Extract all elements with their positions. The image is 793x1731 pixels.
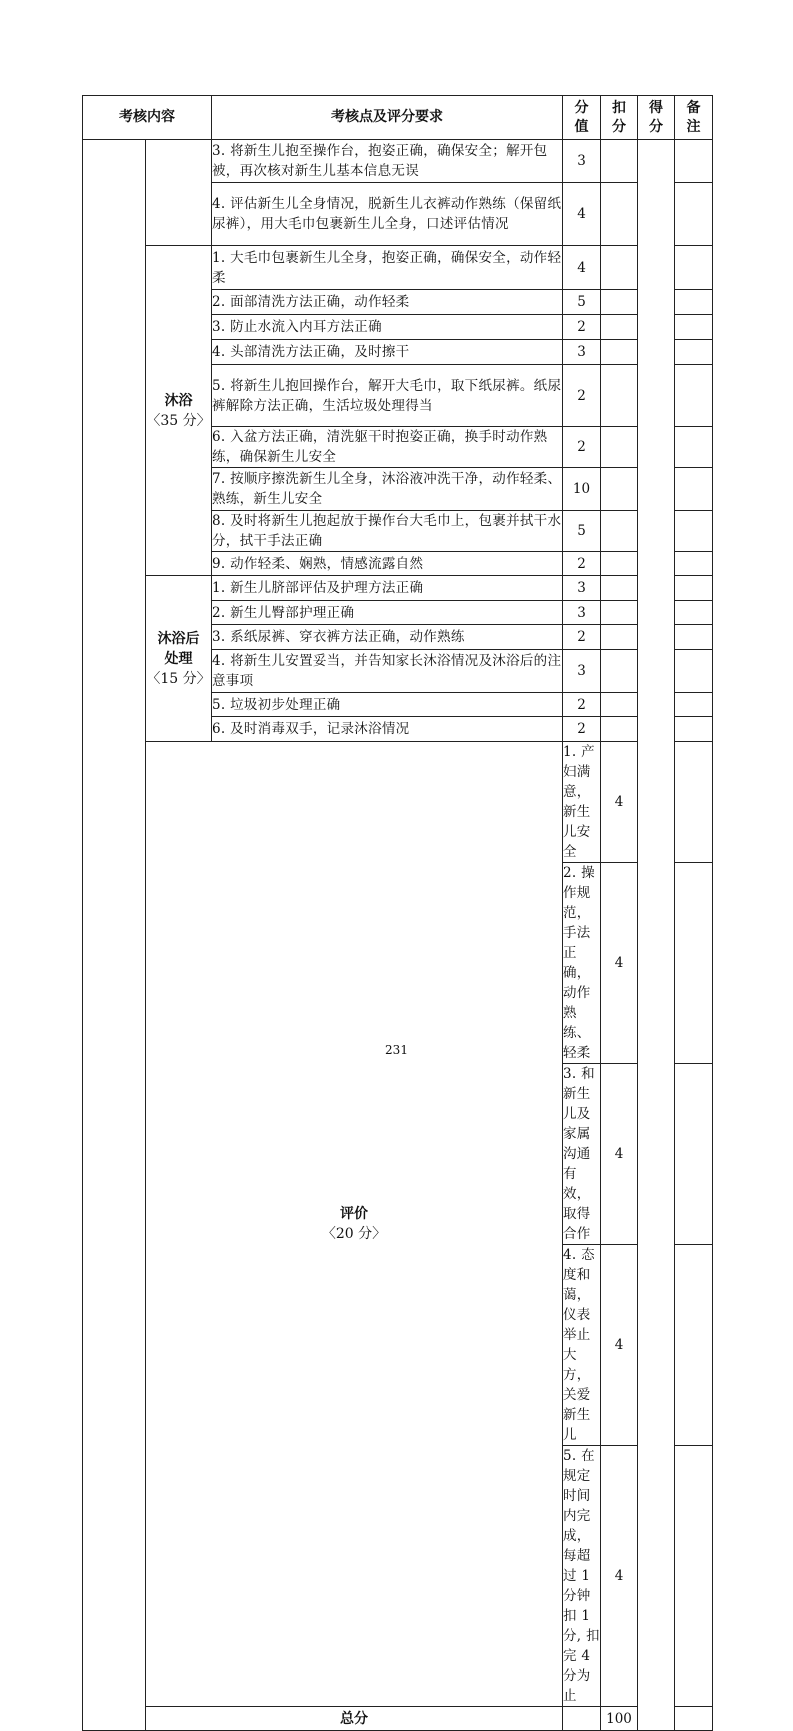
deduct-cell [675,742,713,863]
requirement-text: 4. 头部清洗方法正确，及时擦干 [212,340,563,365]
score-value: 4 [601,1245,638,1446]
deduct-cell [601,365,638,427]
deduct-cell [675,1245,713,1446]
requirement-text: 7. 按顺序擦洗新生儿全身，沐浴液冲洗干净，动作轻柔、熟练，新生儿安全 [212,468,563,511]
total-row [83,1707,713,1731]
deduct-cell [675,1064,713,1245]
score-value: 5 [563,511,601,552]
score-cell [638,140,675,1731]
requirement-text: 1. 大毛巾包裹新生儿全身，抱姿正确，确保安全，动作轻柔 [212,246,563,290]
score-value: 2 [563,427,601,468]
deduct-cell [601,625,638,650]
deduct-cell [675,863,713,1064]
score-value: 5 [563,290,601,315]
score-value: 3 [563,576,601,601]
category-evaluation: 评价 〈20 分〉 [146,742,563,1707]
remark-cell [675,468,713,511]
remark-cell [675,246,713,290]
score-value: 2 [563,365,601,427]
deduct-cell [601,468,638,511]
deduct-cell [601,511,638,552]
remark-cell [675,511,713,552]
requirement-text: 5. 将新生儿抱回操作台，解开大毛巾，取下纸尿裤。纸尿裤解除方法正确，生活垃圾处理得当 [212,365,563,427]
remark-cell [675,693,713,717]
deduct-cell [601,246,638,290]
requirement-text: 2. 操作规范，手法正确，动作熟练、轻柔 [563,863,601,1064]
remark-cell [675,650,713,693]
remark-cell [675,183,713,246]
table-row [83,140,713,183]
page-number: 231 [385,1043,408,1057]
header-score: 得 分 [638,96,675,140]
deduct-cell [601,140,638,183]
score-value: 2 [563,552,601,576]
requirement-text: 3. 防止水流入内耳方法正确 [212,315,563,340]
remark-cell [675,601,713,625]
deduct-cell [675,1707,713,1731]
deduct-cell [601,693,638,717]
table-row [83,246,713,290]
score-value: 4 [601,1446,638,1707]
header-deduct: 扣 分 [601,96,638,140]
deduct-cell [601,290,638,315]
score-value: 4 [563,183,601,246]
requirement-text: 8. 及时将新生儿抱起放于操作台大毛巾上，包裹并拭干水分，拭干手法正确 [212,511,563,552]
deduct-cell [601,552,638,576]
deduct-cell [601,183,638,246]
total-value: 100 [601,1707,638,1731]
requirement-text: 2. 面部清洗方法正确，动作轻柔 [212,290,563,315]
remark-cell [675,340,713,365]
remark-cell [675,427,713,468]
remark-cell [675,365,713,427]
subcategory-blank [146,140,212,246]
requirement-text: 5. 在规定时间内完成，每超过 1 分钟扣 1 分, 扣完 4 分为止 [563,1446,601,1707]
remark-cell [675,717,713,742]
score-value: 2 [563,315,601,340]
total-blank [563,1707,601,1731]
requirement-text: 1. 新生儿脐部评估及护理方法正确 [212,576,563,601]
remark-cell [675,552,713,576]
deduct-cell [601,650,638,693]
table-row [83,742,713,863]
requirement-text: 6. 及时消毒双手，记录沐浴情况 [212,717,563,742]
table-row [83,576,713,601]
deduct-cell [601,315,638,340]
deduct-cell [601,340,638,365]
requirement-text: 4. 评估新生儿全身情况，脱新生儿衣裤动作熟练（保留纸尿裤），用大毛巾包裹新生儿全身，口述评估情况 [212,183,563,246]
total-label: 总分 [146,1707,563,1731]
requirement-text: 1. 产妇满意，新生儿安全 [563,742,601,863]
header-points: 考核点及评分要求 [212,96,563,140]
score-value: 4 [601,742,638,863]
content-column-blank [83,140,146,1731]
score-value: 4 [601,863,638,1064]
requirement-text: 9. 动作轻柔、娴熟，情感流露自然 [212,552,563,576]
score-value: 2 [563,625,601,650]
remark-cell [675,140,713,183]
score-value: 4 [601,1064,638,1245]
requirement-text: 4. 将新生儿安置妥当，并告知家长沐浴情况及沐浴后的注意事项 [212,650,563,693]
score-value: 2 [563,693,601,717]
deduct-cell [601,576,638,601]
requirement-text: 5. 垃圾初步处理正确 [212,693,563,717]
deduct-cell [601,427,638,468]
remark-cell [675,315,713,340]
deduct-cell [675,1446,713,1707]
scoring-table [82,95,713,1731]
header-value: 分 值 [563,96,601,140]
deduct-cell [601,717,638,742]
requirement-text: 3. 和新生儿及家属沟通有效，取得合作 [563,1064,601,1245]
deduct-cell [601,601,638,625]
header-row [83,96,713,140]
requirement-text: 3. 系纸尿裤、穿衣裤方法正确，动作熟练 [212,625,563,650]
header-content: 考核内容 [83,96,212,140]
score-value: 3 [563,601,601,625]
score-value: 2 [563,717,601,742]
requirement-text: 4. 态度和蔼，仪表举止大方，关爱新生儿 [563,1245,601,1446]
remark-cell [675,625,713,650]
remark-cell [675,576,713,601]
score-value: 3 [563,140,601,183]
category-after-bath: 沐浴后 处理 〈15 分〉 [146,576,212,742]
requirement-text: 2. 新生儿臀部护理正确 [212,601,563,625]
remark-cell [675,290,713,315]
score-value: 3 [563,650,601,693]
category-bath: 沐浴 〈35 分〉 [146,246,212,576]
score-value: 10 [563,468,601,511]
requirement-text: 3. 将新生儿抱至操作台，抱姿正确，确保安全；解开包被，再次核对新生儿基本信息无误 [212,140,563,183]
requirement-text: 6. 入盆方法正确，清洗躯干时抱姿正确，换手时动作熟练，确保新生儿安全 [212,427,563,468]
score-value: 3 [563,340,601,365]
score-value: 4 [563,246,601,290]
header-remark: 备 注 [675,96,713,140]
